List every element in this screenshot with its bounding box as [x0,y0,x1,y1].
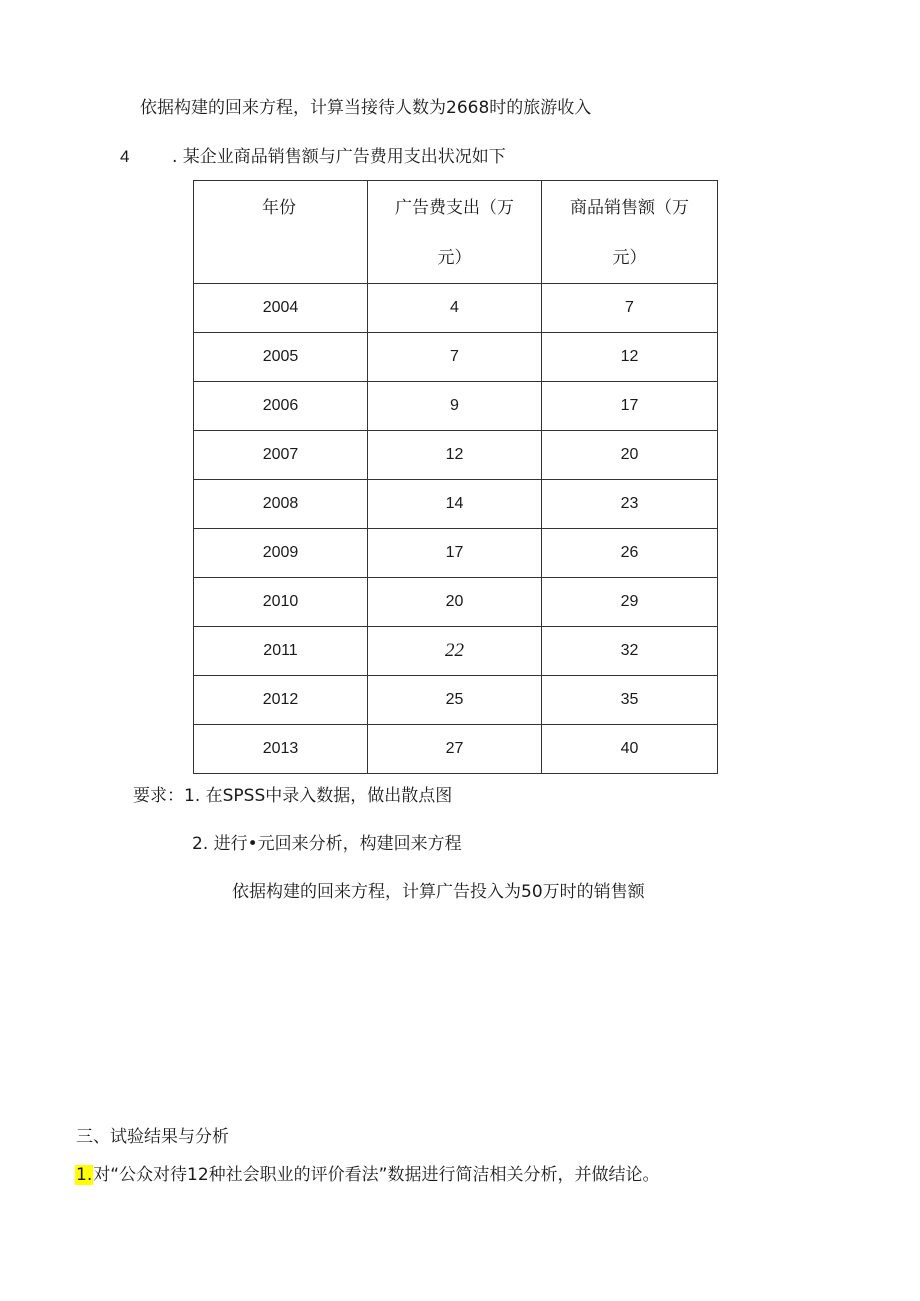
cell-sales: 23 [542,480,718,529]
cell-year: 2011 [194,627,368,676]
result-item-1 [75,1164,659,1186]
cell-ad-spend: 20 [368,578,542,627]
table-row [194,578,718,627]
table-row [194,431,718,480]
cell-sales: 32 [542,627,718,676]
cell-sales: 17 [542,382,718,431]
table-row [194,333,718,382]
highlighted-item-number: 1. [76,1165,93,1185]
cell-ad-spend: 27 [368,725,542,774]
cell-year: 2012 [194,676,368,725]
table-row [194,382,718,431]
question-text: . 某企业商品销售额与广告费用支出状况如下 [172,147,506,167]
header-year: 年份 [194,181,368,284]
table-row [194,725,718,774]
cell-sales: 20 [542,431,718,480]
table-row [194,480,718,529]
cell-ad-spend: 25 [368,676,542,725]
cell-ad-spend: 9 [368,382,542,431]
cell-year: 2008 [194,480,368,529]
cell-sales: 35 [542,676,718,725]
cell-sales: 26 [542,529,718,578]
cell-year: 2013 [194,725,368,774]
header-sales: 商品销售额（万元） [542,181,718,284]
cell-sales: 12 [542,333,718,382]
cell-sales: 29 [542,578,718,627]
cell-sales: 40 [542,725,718,774]
requirement-3: 依据构建的回来方程，计算广告投入为50万时的销售额 [232,882,645,902]
question-number: 4 [120,147,130,166]
cell-year: 2006 [194,382,368,431]
cell-year: 2007 [194,431,368,480]
cell-year: 2005 [194,333,368,382]
cell-ad-spend: 4 [368,284,542,333]
section-title: 三、试验结果与分析 [76,1127,229,1147]
cell-year: 2010 [194,578,368,627]
intro-line: 依据构建的回来方程，计算当接待人数为2668时的旅游收入 [140,98,592,118]
cell-ad-spend: 22 [368,627,542,676]
header-ad-spend: 广告费支出（万元） [368,181,542,284]
table-header-row [194,181,718,284]
cell-ad-spend: 14 [368,480,542,529]
table-row [194,676,718,725]
result-item-text: 对“公众对待12种社会职业的评价看法”数据进行简洁相关分析，并做结论。 [93,1165,660,1185]
requirement-1: 要求：1. 在SPSS中录入数据，做出散点图 [133,786,453,806]
cell-ad-spend: 7 [368,333,542,382]
table-row [194,529,718,578]
table-row [194,284,718,333]
table-row [194,627,718,676]
cell-ad-spend: 17 [368,529,542,578]
cell-year: 2009 [194,529,368,578]
sales-ad-table [193,180,718,774]
requirement-2: 2. 进行•元回来分析，构建回来方程 [192,834,462,854]
cell-year: 2004 [194,284,368,333]
cell-ad-spend: 12 [368,431,542,480]
cell-sales: 7 [542,284,718,333]
